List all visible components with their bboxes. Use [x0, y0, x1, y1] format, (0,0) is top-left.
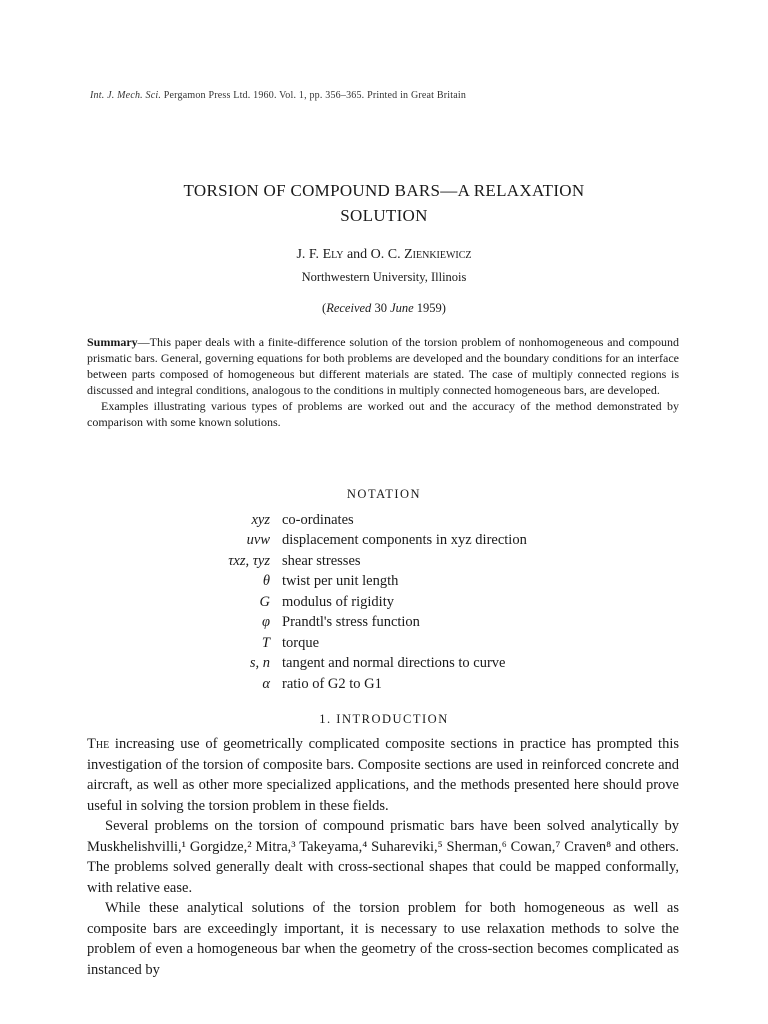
notation-symbol: T: [261, 634, 270, 651]
notation-definition: ratio of G2 to G1: [282, 675, 382, 692]
summary-label: Summary: [87, 335, 138, 349]
authors: [0, 247, 768, 263]
notation-symbol: xyz: [251, 511, 270, 528]
notation-definition: tangent and normal directions to curve: [282, 655, 506, 672]
journal-details: Pergamon Press Ltd. 1960. Vol. 1, pp. 356–365. Printed in Great Britain: [163, 90, 467, 101]
title-line-2: SOLUTION: [340, 206, 428, 225]
notation-symbol: α: [262, 675, 270, 692]
journal-citation: [90, 90, 466, 101]
intro-paragraph-1: [87, 734, 679, 816]
notation-definition: Prandtl's stress function: [282, 614, 420, 631]
notation-definition: modulus of rigidity: [282, 593, 394, 610]
notation-definition: twist per unit length: [282, 573, 399, 590]
notation-heading: NOTATION: [346, 487, 422, 501]
introduction-heading: 1. INTRODUCTION: [319, 712, 449, 726]
notation-definition: torque: [282, 634, 320, 651]
notation-row: [180, 592, 527, 613]
notation-definition: displacement components in xyz direction: [282, 532, 527, 549]
intro-paragraph-3: While these analytical solutions of the torsion problem for both homogeneous as well as composite bars are exceedingly important, it is necessary to use relaxation methods to solve the problem of even a homogeneous bar when the geometry of the cross-section becomes complicated as instanced by: [87, 900, 679, 978]
notation-row: [180, 572, 527, 593]
notation-symbol: τxz, τyz: [228, 552, 270, 569]
introduction-body: [87, 734, 679, 980]
author-1-surname: Ely: [322, 247, 344, 262]
intro-text-1: increasing use of geometrically complicated composite sections in practice has prompted this investigation of the torsion of composite bars. Composite sections are used in reinforced concrete and aircraft, as well as other more specialized applications, and the methods presented here should prove useful in solving the torsion problem in these fields.: [87, 736, 679, 814]
notation-row: [180, 633, 527, 654]
notation-definition: shear stresses: [282, 552, 361, 569]
received-date: [0, 301, 768, 316]
summary: [87, 334, 679, 430]
intro-paragraph-2: Several problems on the torsion of compound prismatic bars have been solved analytically by Muskhelishvilli,¹ Gorgidze,² Mitra,³ Takeyama,⁴ Suhareviki,⁵ Sherman,⁶ Cowan,⁷ Craven⁸ and others. The problems solved generally dealt with cross-sectional shapes that could be mapped conformally, with relative ease.: [87, 818, 679, 896]
notation-row: [180, 613, 527, 634]
author-2-initials: O. C.: [370, 247, 405, 262]
summary-text-1: —This paper deals with a finite-difference solution of the torsion problem of nonhomogeneous and compound prismatic bars. General, governing equations for both problems are developed and the boundary conditions for an interface between parts composed of homogeneous but different materials are stated. The case of multiply connected regions is discussed and integral conditions, analogous to the conditions in multiply connected homogeneous bars, are developed.: [87, 335, 679, 397]
notation-row: [180, 551, 527, 572]
received-open: (: [322, 301, 327, 315]
author-1-initials: J. F.: [296, 247, 323, 262]
notation-row: [180, 510, 527, 531]
summary-paragraph-2: Examples illustrating various types of problems are worked out and the accuracy of the method demonstrated by comparison with some known solutions.: [87, 399, 679, 429]
title-line-1: TORSION OF COMPOUND BARS—A RELAXATION: [183, 181, 585, 200]
notation-symbol: uvw: [246, 532, 270, 549]
received-year: 1959): [413, 301, 446, 315]
paper-title: [0, 178, 768, 228]
received-day: 30: [371, 301, 391, 315]
notation-row: [180, 654, 527, 675]
notation-symbol: G: [259, 593, 270, 610]
received-word: Received: [326, 301, 372, 315]
notation-symbol: s, n: [249, 655, 270, 672]
intro-lead-word: The: [87, 736, 110, 752]
journal-name: Int. J. Mech. Sci.: [90, 90, 162, 101]
notation-definition: co-ordinates: [282, 511, 354, 528]
notation-symbol: θ: [262, 573, 270, 590]
notation-row: [180, 674, 527, 695]
notation-table: [180, 510, 527, 695]
received-month: June: [390, 301, 414, 315]
authors-and: and: [343, 247, 371, 262]
author-2-surname: Zienkiewicz: [404, 247, 472, 262]
summary-paragraph-1: [87, 334, 679, 398]
affiliation: Northwestern University, Illinois: [301, 270, 467, 284]
notation-row: [180, 531, 527, 552]
notation-symbol: φ: [261, 614, 270, 631]
